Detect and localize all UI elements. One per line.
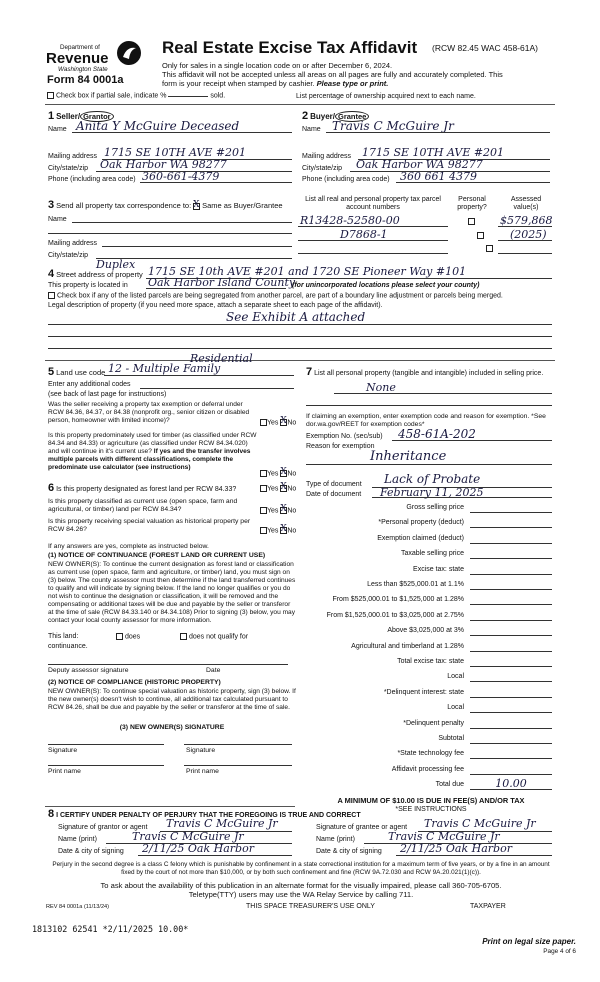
tax-row-label: Gross selling price [406, 504, 464, 511]
notice3-title: (3) NEW OWNER(S) SIGNATURE [119, 724, 225, 731]
personal-property-value[interactable]: None [366, 381, 396, 394]
legal-label: Legal description of property (if you need more space, attach a separate sheet to each page of the affidavit). [48, 302, 383, 309]
tax-row-line [470, 651, 552, 652]
page-number: Page 4 of 6 [543, 948, 576, 955]
tty-note: Teletype(TTY) users may use the WA Relay Service by calling 711. [188, 890, 414, 899]
date-doc[interactable]: February 11, 2025 [380, 486, 484, 499]
q1-no-checkbox[interactable] [280, 419, 287, 426]
tax-row-line [470, 589, 552, 590]
personal-3-checkbox[interactable] [486, 245, 493, 252]
tax-row-label: From $525,000.01 to $1,525,000 at 1.28% [332, 596, 464, 604]
q6-3-yes-checkbox[interactable] [260, 527, 267, 534]
q2-yes-checkbox[interactable] [260, 470, 267, 477]
tax-row-label: Agricultural and timberland at 1.28% [351, 642, 464, 650]
this-land-label: This land: [48, 633, 79, 640]
personal-2-checkbox[interactable] [477, 232, 484, 239]
buyer-city[interactable]: Oak Harbor WA 98277 [356, 158, 483, 171]
corr-city-label: City/state/zip [48, 252, 89, 259]
tax-row-label: Subtotal [438, 735, 464, 742]
name-print-grantor-label: Name (print) [58, 836, 97, 843]
tax-row-line [470, 697, 552, 698]
intro-line-3: form is your receipt when stamped by cashier. Please type or print. [162, 79, 389, 88]
revenue-label: Revenue [46, 50, 109, 67]
sig-grantor[interactable]: Travis C McGuire Jr [166, 817, 278, 830]
tax-row-line [470, 743, 552, 744]
tax-row-label: Local [447, 704, 464, 712]
q1-options: Yes X No [260, 419, 296, 428]
owner-print-label-2: Print name [186, 768, 219, 775]
tax-row-label: From $1,525,000.01 to $3,025,000 at 2.75% [326, 611, 464, 619]
tax-row-line [470, 604, 552, 605]
tax-row-line [470, 620, 552, 621]
perjury-note: Perjury in the second degree is a class C felony which is punishable by confinement in a state correctional institution for a maximum term of five years, or by a fine in an amount fixed by the court of not more than $10,000, or by both such confinement and fine (RCW 9A.72.030 and RCW 9A.20.021(1)(c)). [52, 861, 550, 876]
type-doc-label: Type of document [306, 481, 362, 488]
tax-row-label: Exemption claimed (deduct) [377, 534, 464, 542]
seller-mail-label: Mailing address [48, 153, 98, 160]
correspondence-section: 3 Send all property tax correspondence to: X Same as Buyer/Grantee Name Mailing address City/state/zip List all real and personal property tax parcel account numbers Personal property? Assessed value(s) R13428-52580-00 $579,868 D7868-1 (2025) [0, 0, 600, 9]
exemption-no-label: Exemption No. (sec/sub) [306, 433, 383, 440]
minimum-note: A MINIMUM OF $10.00 IS DUE IN FEE(S) AND/OR TAX [337, 796, 525, 805]
q1-yes-checkbox[interactable] [260, 419, 267, 426]
assessed-2[interactable]: (2025) [510, 228, 547, 241]
buyer-mail[interactable]: 1715 SE 10TH AVE #201 [362, 146, 505, 159]
q6-1-no-checkbox[interactable] [280, 485, 287, 492]
partial-sale: Check box if partial sale, indicate % sold. [47, 92, 225, 101]
page-title: Real Estate Excise Tax Affidavit [162, 38, 418, 57]
seller-city[interactable]: Oak Harbor WA 98277 [100, 158, 227, 171]
seller-mail[interactable]: 1715 SE 10TH AVE #201 [104, 146, 247, 159]
personal-1-checkbox[interactable] [468, 218, 475, 225]
continuance-label: continuance. [48, 643, 88, 650]
tax-row-label: Total excise tax: state [397, 658, 464, 665]
legal-paper-note: Print on legal size paper. [482, 937, 576, 946]
sig-grantee[interactable]: Travis C McGuire Jr [424, 817, 536, 830]
located-value[interactable]: Oak Harbor Island County [148, 276, 296, 289]
buyer-phone[interactable]: 360 661 4379 [400, 170, 477, 183]
owner-signature-label-2: Signature [186, 747, 216, 754]
state-label: Washington State [58, 66, 108, 73]
see-back-note: (see back of last page for instructions) [48, 391, 167, 398]
intro-line-2: This affidavit will not be accepted unless all areas on all pages are fully and accurately completed. This [162, 70, 503, 79]
q2-no-checkbox[interactable] [280, 470, 287, 477]
sig-grantee-label: Signature of grantee or agent [316, 824, 408, 831]
tax-row-line [470, 543, 552, 544]
corr-mail-label: Mailing address [48, 240, 98, 247]
additional-codes-label: Enter any additional codes [48, 381, 131, 388]
tax-row-label: *Delinquent penalty [403, 719, 464, 727]
tax-row-line [470, 635, 552, 636]
tax-row-line [470, 681, 552, 682]
deputy-label: Deputy assessor signature [48, 667, 129, 674]
assessed-header: Assessed value(s) [510, 196, 542, 212]
tax-row-line [470, 574, 552, 575]
q6-2-yes-checkbox[interactable] [260, 507, 267, 514]
date-city-grantee-label: Date & city of signing [316, 848, 382, 855]
tax-row-label: Above $3,025,000 at 3% [387, 627, 464, 635]
ownership-note: List percentage of ownership acquired next to each name. [296, 93, 476, 100]
intro-line-1: Only for sales in a single location code on or after December 6, 2024. [162, 61, 393, 70]
if-any-note: If any answers are yes, complete as instructed below. [48, 543, 209, 550]
unincorp-note: (for unincorporated locations please select your county) [292, 282, 480, 289]
date-city-grantor-label: Date & city of signing [58, 848, 124, 855]
seller-city-label: City/state/zip [48, 165, 89, 172]
see-instructions-note: *SEE INSTRUCTIONS [395, 806, 467, 813]
residential-note: Residential [190, 352, 253, 365]
owner-signature-label-1: Signature [48, 747, 78, 754]
tax-row-line [470, 527, 552, 528]
tax-row-line [470, 774, 552, 775]
owner-print-label-1: Print name [48, 768, 81, 775]
street-address[interactable]: 1715 SE 10th AVE #201 and 1720 SE Pioneer Way #101 [148, 265, 467, 278]
parcel-2[interactable]: D7868-1 [340, 228, 388, 241]
same-as-buyer-checkbox[interactable] [193, 203, 200, 210]
does-not-qualify-checkbox[interactable] [180, 633, 187, 640]
tax-row-line [470, 558, 552, 559]
deputy-date-label: Date [206, 667, 221, 674]
tax-row-label: Less than $525,000.01 at 1.1% [367, 581, 464, 588]
timber-question: Is this property predominately used for timber (as classified under RCW 84.34 and 84.33) or agriculture (as classified under RCW 84.34.020) and will continue in it's current use? If yes and the transfer involves multiple parcels with different classifications, complete the predominate use calculator (see instructions) [48, 432, 257, 471]
type-doc[interactable]: Lack of Probate [384, 472, 481, 486]
taxpayer-label: TAXPAYER [470, 903, 506, 910]
exemption-reason[interactable]: Inheritance [370, 449, 447, 464]
tax-row-label: Affidavit processing fee [391, 765, 464, 773]
tax-row-label: *State technology fee [397, 750, 464, 758]
tax-row-line [470, 728, 552, 729]
partial-sale-checkbox[interactable] [47, 92, 54, 99]
name-print-grantor[interactable]: Travis C McGuire Jr [132, 830, 244, 843]
does-qualify-checkbox[interactable] [116, 633, 123, 640]
seller-name-label: Name [48, 126, 67, 133]
tax-row-label: *Personal property (deduct) [378, 519, 464, 527]
tax-row-label: Total due [435, 781, 464, 789]
tax-row-line [470, 712, 552, 713]
rcw-label: (RCW 82.45 WAC 458-61A) [432, 43, 538, 53]
tax-row-line [470, 512, 552, 513]
q2-options: Yes X No [260, 470, 296, 479]
tax-row-label: Excise tax: state [413, 565, 464, 573]
corr-name-label: Name [48, 216, 67, 223]
notice2-body: NEW OWNER(S): To continue special valuation as historic property, sign (3) below. If the new owner(s) doesn't wish to continue, all additional tax calculated pursuant to RCW 84.26, shall be due and payable by the seller or transferor at the time of sale. [48, 688, 296, 712]
seller-name[interactable]: Anita Y McGuire Deceased [76, 119, 240, 133]
tax-row-label: Local [447, 673, 464, 681]
q6-3-no-checkbox[interactable] [280, 527, 287, 534]
date-doc-label: Date of document [306, 491, 362, 498]
buyer-mail-label: Mailing address [302, 153, 352, 160]
treasurer-label: THIS SPACE TREASURER'S USE ONLY [246, 903, 375, 910]
personal-header: Personal property? [457, 196, 487, 212]
seller-phone[interactable]: 360-661-4379 [142, 170, 220, 183]
assessed-1[interactable]: $579,868 [500, 214, 553, 227]
segregated-row: Check box if any of the listed parcels are being segregated from another parcel, are part of a boundary line adjustment or parcels being merged. [48, 292, 503, 301]
duplex-note: Duplex [96, 258, 136, 271]
tax-row-value[interactable]: 10.00 [495, 777, 527, 791]
dor-logo-icon [116, 40, 142, 66]
exemption-question: Was the seller receiving a property tax exemption or deferral under RCW 84.36, 84.37, or 84.38 (nonprofit org., senior citizen or disabled person, homeowner with limited income)? [48, 401, 250, 424]
tax-row-label: Taxable selling price [400, 550, 464, 558]
current-use-question: Is this property classified as current use (open space, farm and agricultural, or timber) land per RCW 84.34? [48, 498, 238, 514]
q6-3-options: Yes X No [260, 527, 296, 536]
historic-question: Is this property receiving special valuation as historical property per RCW 84.26? [48, 518, 251, 534]
q6-2-no-checkbox[interactable] [280, 507, 287, 514]
sig-grantor-label: Signature of grantor or agent [58, 824, 148, 831]
located-label: This property is located in [48, 282, 128, 289]
buyer-name[interactable]: Travis C McGuire Jr [332, 119, 454, 133]
q6-2-options: Yes X No [260, 507, 296, 516]
parcel-header: List all real and personal property tax parcel account numbers [305, 196, 441, 212]
segregated-checkbox[interactable] [48, 292, 55, 299]
q6-1-options: Yes X No [260, 485, 296, 494]
legal-description[interactable]: See Exhibit A attached [226, 310, 366, 324]
exemption-no[interactable]: 458-61A-202 [398, 427, 476, 441]
buyer-name-label: Name [302, 126, 321, 133]
notice1-body: NEW OWNER(S): To continue the current designation as forest land or classification as current use (open space, farm and agriculture, or timber) land, you must sign on (3) below. The county assessor must then determine if the land transferred continues to qualify and will indicate by signing below. If the land no longer qualifies or you do not wish to continue the designation or classification, it will be removed and the compensating or additional taxes will be due and payable by the seller or transferor at the time of sale (RCW 84.33.140 or 84.34.108) Prior to signing (3) below, you may contact your local county assessor for more information. [48, 561, 296, 625]
dept-label: Department of [60, 44, 100, 51]
tax-row-label: *Delinquent interest: state [383, 688, 464, 696]
land-use-code[interactable]: 12 - Multiple Family [108, 362, 221, 375]
tax-row-line [470, 666, 552, 667]
buyer-phone-label: Phone (including area code) [302, 176, 390, 183]
date-city-grantor[interactable]: 2/11/25 Oak Harbor [142, 842, 254, 855]
q6-1-yes-checkbox[interactable] [260, 485, 267, 492]
date-city-grantee[interactable]: 2/11/25 Oak Harbor [400, 842, 512, 855]
reason-label: Reason for exemption [306, 443, 375, 450]
buyer-city-label: City/state/zip [302, 165, 343, 172]
seller-phone-label: Phone (including area code) [48, 176, 136, 183]
parcel-1[interactable]: R13428-52580-00 [300, 214, 400, 227]
name-print-grantee-label: Name (print) [316, 836, 355, 843]
exemption-instructions: If claiming an exemption, enter exemption code and reason for exemption. *See dor.wa.gov/REET for exemption codes* [306, 413, 546, 429]
tax-row-line [470, 758, 552, 759]
rev-label: REV 84 0001a (11/13/24) [46, 904, 110, 910]
availability-note: To ask about the availability of this publication in an alternate format for the visually impaired, please call 360-705-6705. [100, 881, 502, 890]
notice2-title: (2) NOTICE OF COMPLIANCE (HISTORIC PROPERTY) [48, 679, 221, 686]
notice1-title: (1) NOTICE OF CONTINUANCE (FOREST LAND OR CURRENT USE) [48, 552, 266, 559]
form-number: Form 84 0001a [47, 74, 124, 86]
cashier-stamp: 1813102 62541 *2/11/2025 10.00* [32, 924, 189, 934]
name-print-grantee[interactable]: Travis C McGuire Jr [388, 830, 500, 843]
